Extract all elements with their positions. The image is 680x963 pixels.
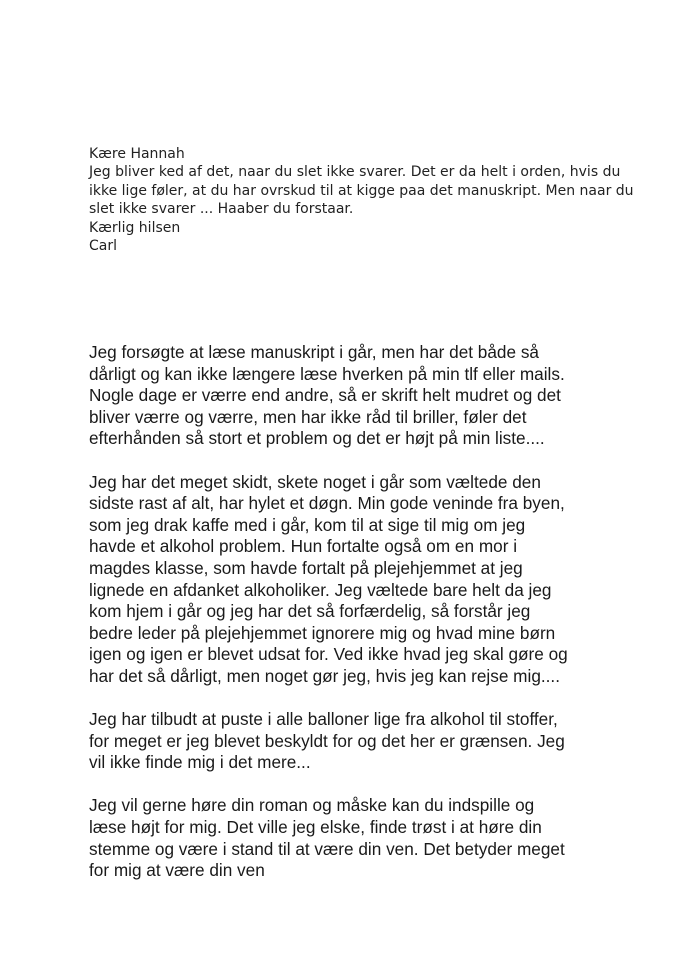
reply-paragraph: Jeg har tilbudt at puste i alle balloner lige fra alkohol til stoffer, for meget er jeg blevet beskyldt for og det her er grænsen. Jeg vil ikke finde mig i det mere... bbox=[89, 709, 565, 773]
letter-block bbox=[89, 145, 649, 255]
letter-greeting: Kære Hannah bbox=[89, 146, 185, 162]
reply-block bbox=[89, 342, 659, 903]
reply-paragraph: Jeg har det meget skidt, skete noget i går som væltede den sidste rast af alt, har hylet et døgn. Min gode veninde fra byen, som jeg drak kaffe med i går, kom til at sige til mig om jeg havde et alkohol problem. Hun fortalte også om en mor i magdes klasse, som havde fortalt på plejehjemmet at jeg lignede en afdanket alkoholiker. Jeg væltede bare helt da jeg kom hjem i går og jeg har det så forfærdelig, så forstår jeg bedre leder på plejehjemmet ignorere mig og hvad mine børn igen og igen er blevet udsat for. Ved ikke hvad jeg skal gøre og har det så dårligt, men noget gør jeg, hvis jeg kan rejse mig.... bbox=[89, 471, 568, 686]
reply-paragraph: Jeg forsøgte at læse manuskript i går, men har det både så dårligt og kan ikke længere læse hverken på min tlf eller mails. Nogle dage er værre end andre, så er skrift helt mudret og det bliver værre og værre, men har ikke råd til briller, føler det efterhånden så stort et problem og det er højt på min liste.... bbox=[89, 342, 565, 449]
letter-closing: Kærlig hilsen bbox=[89, 219, 181, 236]
letter-body: Jeg bliver ked af det, naar du slet ikke svarer. Det er da helt i orden, hvis du ikke lige føler, at du har ovrskud til at kigge paa det manuskript. Men naar du slet ikke svarer ... Haaber du forstaar. bbox=[89, 164, 634, 218]
reply-paragraph: Jeg vil gerne høre din roman og måske kan du indspille og læse højt for mig. Det ville jeg elske, finde trøst i at høre din stemme og være i stand til at være din ven. Det betyder meget for mig at være din ven bbox=[89, 795, 565, 881]
letter-signature: Carl bbox=[89, 238, 117, 255]
